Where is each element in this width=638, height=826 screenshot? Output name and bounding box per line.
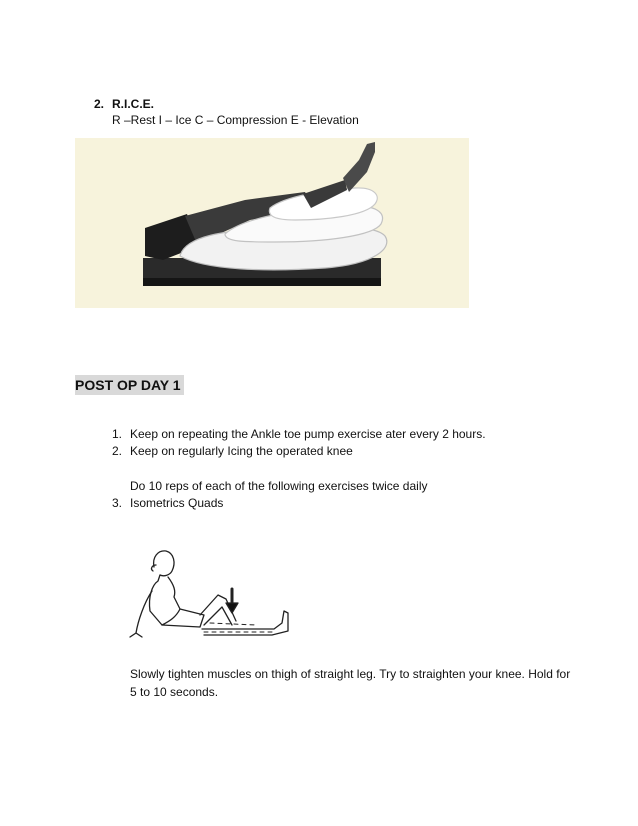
step-text: Keep on repeating the Ankle toe pump exercise ater every 2 hours. [130,427,486,441]
step-text: Keep on regularly Icing the operated knee [130,444,353,458]
instructions-line-1: Slowly tighten muscles on thigh of straight leg. Try to straighten your knee. Hold for [130,667,571,681]
step-number: 2. [112,444,123,458]
exercise-title: Isometrics Quads [130,496,224,510]
rice-description: R –Rest I – Ice C – Compression E - Elevation [112,113,359,127]
section-heading: POST OP DAY 1 [75,375,184,395]
isometric-quads-illustration [122,545,294,643]
rice-title: R.I.C.E. [112,97,155,111]
reps-note: Do 10 reps of each of the following exercises twice daily [130,479,428,493]
step-number: 1. [112,427,123,441]
rice-number: 2. [94,97,105,111]
exercise-number: 3. [112,496,123,510]
leg-elevation-photo [75,138,469,308]
instructions-line-2: 5 to 10 seconds. [130,685,219,699]
